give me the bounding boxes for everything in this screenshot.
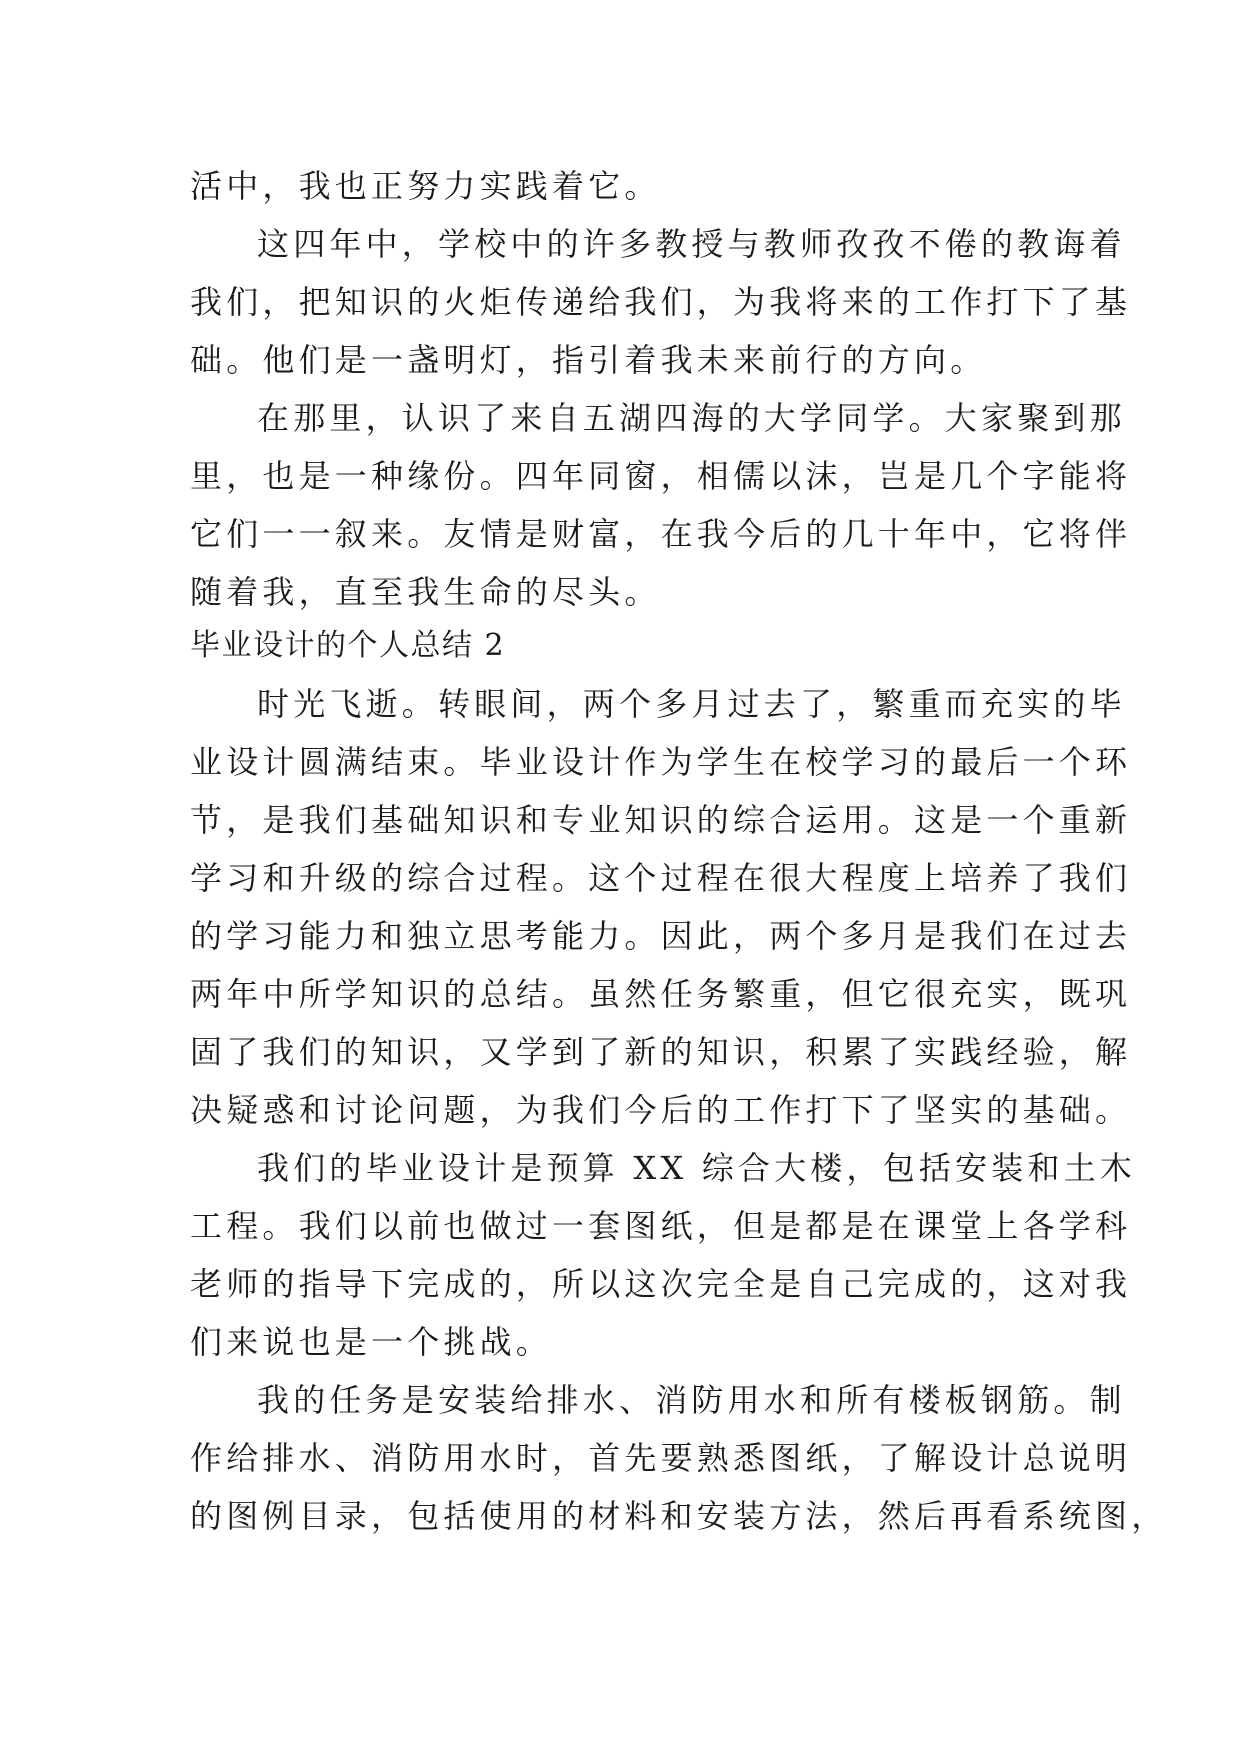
- paragraph-line: 我们，把知识的火炬传递给我们，为我将来的工作打下了基: [190, 283, 1132, 321]
- paragraph-line: 决疑惑和讨论问题，为我们今后的工作打下了坚实的基础。: [190, 1091, 1132, 1129]
- paragraph-line: 活中，我也正努力实践着它。: [190, 167, 661, 205]
- paragraph-line: 的图例目录，包括使用的材料和安装方法，然后再看系统图，: [190, 1497, 1168, 1535]
- paragraph-line: 业设计圆满结束。毕业设计作为学生在校学习的最后一个环: [190, 743, 1132, 781]
- paragraph-line: 它们一一叙来。友情是财富，在我今后的几十年中，它将伴: [190, 515, 1132, 553]
- paragraph-line: 工程。我们以前也做过一套图纸，但是都是在课堂上各学科: [190, 1207, 1132, 1245]
- paragraph-line: 我们的毕业设计是预算 XX 综合大楼，包括安装和土木: [257, 1149, 1137, 1187]
- paragraph-line: 的学习能力和独立思考能力。因此，两个多月是我们在过去: [190, 917, 1132, 955]
- paragraph-line: 们来说也是一个挑战。: [190, 1323, 553, 1361]
- paragraph-line: 节，是我们基础知识和专业知识的综合运用。这是一个重新: [190, 801, 1132, 839]
- section-heading: 毕业设计的个人总结 2: [190, 628, 506, 663]
- paragraph-line: 随着我，直至我生命的尽头。: [190, 573, 661, 611]
- paragraph-line: 老师的指导下完成的，所以这次完全是自己完成的，这对我: [190, 1265, 1132, 1303]
- paragraph-line: 里，也是一种缘份。四年同窗，相儒以沫，岂是几个字能将: [190, 457, 1132, 495]
- paragraph-line: 这四年中，学校中的许多教授与教师孜孜不倦的教诲着: [257, 225, 1126, 263]
- paragraph-line: 础。他们是一盏明灯，指引着我未来前行的方向。: [190, 341, 987, 379]
- paragraph-line: 作给排水、消防用水时，首先要熟悉图纸，了解设计总说明: [190, 1439, 1132, 1477]
- paragraph-line: 我的任务是安装给排水、消防用水和所有楼板钢筋。制: [257, 1381, 1126, 1419]
- paragraph-line: 固了我们的知识，又学到了新的知识，积累了实践经验，解: [190, 1033, 1132, 1071]
- paragraph-line: 在那里，认识了来自五湖四海的大学同学。大家聚到那: [257, 399, 1126, 437]
- paragraph-line: 学习和升级的综合过程。这个过程在很大程度上培养了我们: [190, 859, 1132, 897]
- paragraph-line: 时光飞逝。转眼间，两个多月过去了，繁重而充实的毕: [257, 685, 1126, 723]
- paragraph-line: 两年中所学知识的总结。虽然任务繁重，但它很充实，既巩: [190, 975, 1132, 1013]
